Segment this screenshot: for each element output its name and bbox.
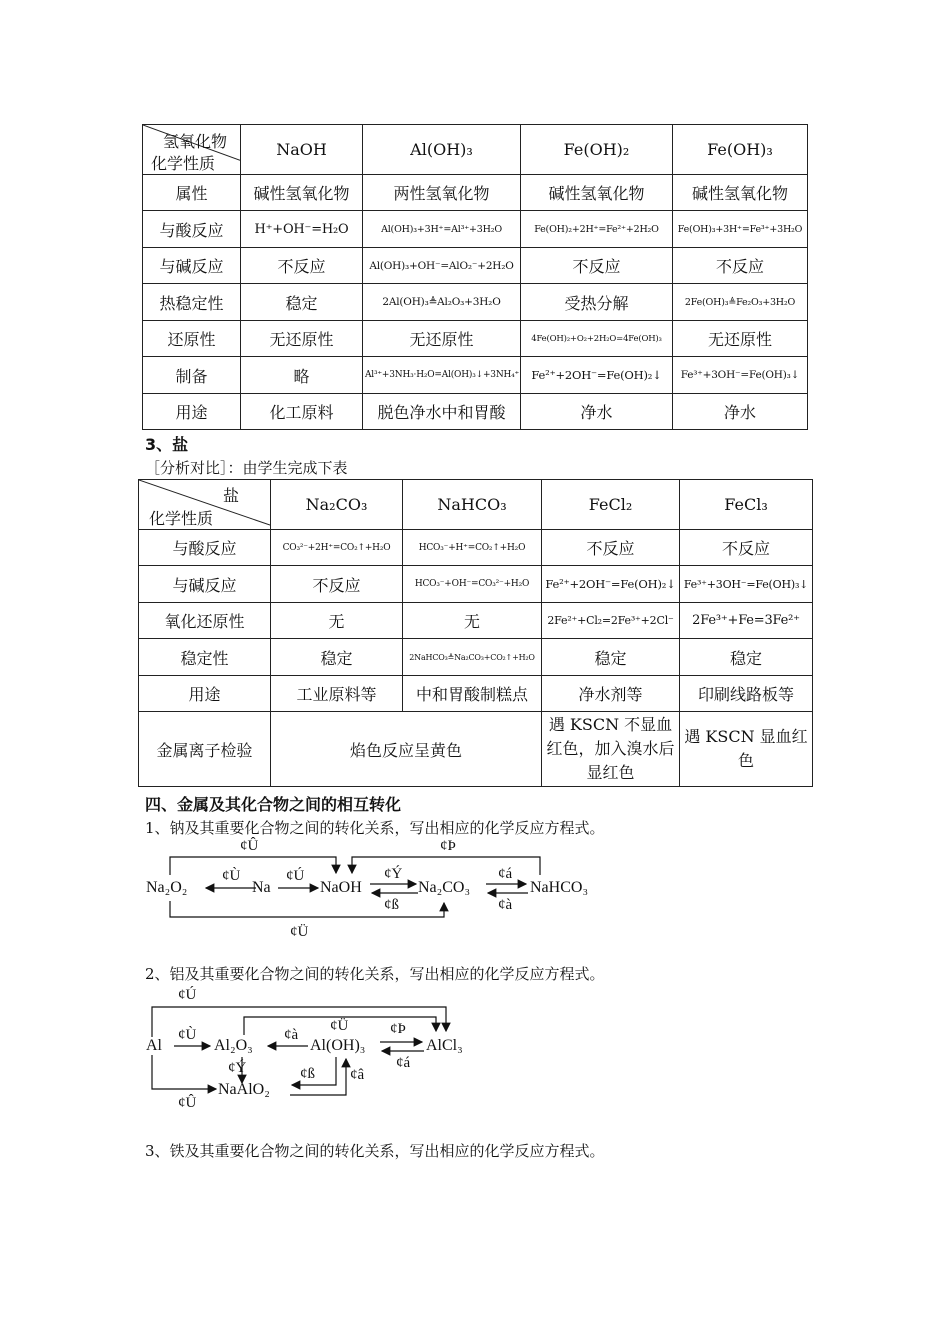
node-al2o3: Al₂O₃ [214,1037,253,1054]
table-cell: 工业原料等 [271,676,403,712]
table-row [139,676,813,712]
table-cell: 2Al(OH)₃≜Al₂O₃+3H₂O [363,284,521,321]
row-label: 热稳定性 [143,284,241,321]
table-cell: 2NaHCO₃≜Na₂CO₃+CO₂↑+H₂O [403,639,542,676]
node-na2co3: Na₂CO₃ [418,879,471,896]
table-cell: 稳定 [680,639,813,676]
table-cell: Fe³⁺+3OH⁻=Fe(OH)₃↓ [673,357,808,394]
corner-top-label: 盐 [223,486,240,505]
table-row [143,321,808,357]
table-row [139,530,813,566]
label-aloh3-to-al2o3: ¢à [284,1027,299,1043]
column-header: Fe(OH)₂ [521,125,673,175]
label-alcl3-arrow: ¢Þ [390,1021,406,1037]
table-cell: 净水 [673,394,808,430]
table-cell: 碱性氢氧化物 [521,175,673,211]
label-na-to-naoh: ¢Ú [286,868,305,884]
node-al: Al [146,1037,162,1054]
table-row [139,639,813,676]
salt-note: ［分析对比］：由学生完成下表 [145,459,348,477]
corner-top-label: 氢氧化物 [163,132,228,151]
table-row [143,394,808,430]
table-cell: 无 [271,603,403,639]
corner-bottom-label: 化学性质 [151,154,216,173]
table-row [143,211,808,248]
table-cell: 4Fe(OH)₂+O₂+2H₂O=4Fe(OH)₃ [521,321,673,357]
row-label: 与碱反应 [139,566,271,603]
table-row [139,603,813,639]
column-header: Al(OH)₃ [363,125,521,175]
table-cell: Fe³⁺+3OH⁻=Fe(OH)₃↓ [680,566,813,603]
row-label: 金属离子检验 [139,712,271,787]
table-cell: Fe(OH)₂+2H⁺=Fe²⁺+2H₂O [521,211,673,248]
row-label: 制备 [143,357,241,394]
table-cell: 稳定 [542,639,680,676]
table-cell: 化工原料 [241,394,363,430]
node-naoh: NaOH [320,879,362,896]
salt-table [138,479,813,787]
table-cell: 受热分解 [521,284,673,321]
column-header: NaHCO₃ [403,480,542,530]
table-cell: H⁺+OH⁻=H₂O [241,211,363,248]
table-cell: Al(OH)₃+OH⁻=AlO₂⁻+2H₂O [363,248,521,284]
label-na2co3-to-naoh: ¢ß [384,897,399,913]
table-cell: 无还原性 [363,321,521,357]
label-top-right: ¢Þ [440,838,456,854]
hydroxide-table [142,124,808,430]
node-aloh3: Al(OH)₃ [310,1037,366,1054]
table-cell: 不反应 [680,530,813,566]
table-cell: 净水 [521,394,673,430]
label-top: ¢Ú [178,987,197,1003]
table-cell: Al(OH)₃+3H⁺=Al³⁺+3H₂O [363,211,521,248]
table-cell: 中和胃酸制糕点 [403,676,542,712]
row-label: 与碱反应 [143,248,241,284]
label-bottom: ¢Û [178,1095,197,1111]
sodium-diagram [140,835,620,950]
question-2: 2、铝及其重要化合物之间的转化关系，写出相应的化学反应方程式。 [145,965,605,983]
row-label: 用途 [139,676,271,712]
row-label: 稳定性 [139,639,271,676]
question-1: 1、钠及其重要化合物之间的转化关系，写出相应的化学反应方程式。 [145,819,605,837]
table-cell: 无还原性 [241,321,363,357]
label-nahco3-to-na2co3: ¢à [498,897,513,913]
table-cell: 两性氢氧化物 [363,175,521,211]
corner-bottom-label: 化学性质 [149,509,214,528]
section4-heading: 四、金属及其化合物之间的相互转化 [145,795,402,814]
table-cell: HCO₃⁻+OH⁻=CO₃²⁻+H₂O [403,566,542,603]
row-label: 还原性 [143,321,241,357]
node-na: Na [252,879,271,896]
table-cell: 无还原性 [673,321,808,357]
label-al2o3-to-naalo2: ¢Ý [228,1060,247,1076]
table-cell: 稳定 [241,284,363,321]
table-cell: HCO₃⁻+H⁺=CO₂↑+H₂O [403,530,542,566]
table-row [139,566,813,603]
table-cell: 遇 KSCN 显血红色 [680,712,813,787]
aluminium-diagram [140,985,500,1120]
table-cell: Al³⁺+3NH₃·H₂O=Al(OH)₃↓+3NH₄⁺ [363,357,521,394]
table-cell: 稳定 [271,639,403,676]
table-cell: 不反应 [271,566,403,603]
table-cell: 碱性氢氧化物 [673,175,808,211]
row-label: 属性 [143,175,241,211]
row-label: 与酸反应 [139,530,271,566]
table-cell: 略 [241,357,363,394]
table-cell: 不反应 [521,248,673,284]
salt-corner-cell [139,480,271,530]
row-label: 用途 [143,394,241,430]
label-top-left: ¢Û [240,838,259,854]
label-al-to-al2o3: ¢Ù [178,1027,197,1043]
table-cell: Fe²⁺+2OH⁻=Fe(OH)₂↓ [521,357,673,394]
column-header: NaOH [241,125,363,175]
column-header: Na₂CO₃ [271,480,403,530]
table-cell: 遇 KSCN 不显血红色，加入溴水后显红色 [542,712,680,787]
table-row [139,712,813,787]
node-alcl3: AlCl₃ [426,1037,463,1054]
table-cell: 碱性氢氧化物 [241,175,363,211]
label-naalo2-from-aloh3: ¢ß [300,1066,315,1082]
row-label: 氧化还原性 [139,603,271,639]
table-cell: 不反应 [241,248,363,284]
merged-cell: 焰色反应呈黄色 [271,712,542,787]
node-na2o2: Na₂O₂ [146,879,188,896]
table-cell: Fe²⁺+2OH⁻=Fe(OH)₂↓ [542,566,680,603]
label-alcl3-back: ¢á [396,1055,411,1071]
label-aloh3-to-alcl3-top: ¢Ü [330,1018,349,1034]
label-na-to-na2o2: ¢Ù [222,868,241,884]
table-cell: 2Fe³⁺+Fe=3Fe²⁺ [680,603,813,639]
table-cell: Fe(OH)₃+3H⁺=Fe³⁺+3H₂O [673,211,808,248]
table-cell: 脱色净水中和胃酸 [363,394,521,430]
table-cell: 印刷线路板等 [680,676,813,712]
row-label: 与酸反应 [143,211,241,248]
label-aloh3-up: ¢â [350,1067,365,1083]
column-header: FeCl₃ [680,480,813,530]
table-cell: 2Fe(OH)₃≜Fe₂O₃+3H₂O [673,284,808,321]
table-row [143,248,808,284]
label-na2co3-to-nahco3: ¢á [498,866,513,882]
table-row [143,284,808,321]
question-3: 3、铁及其重要化合物之间的转化关系，写出相应的化学反应方程式。 [145,1142,605,1160]
table-cell: 不反应 [542,530,680,566]
column-header: Fe(OH)₃ [673,125,808,175]
table-cell: 净水剂等 [542,676,680,712]
table-cell: 2Fe²⁺+Cl₂=2Fe³⁺+2Cl⁻ [542,603,680,639]
column-header: FeCl₂ [542,480,680,530]
table-row [143,175,808,211]
salt-heading: 3、盐 [145,435,189,454]
node-nahco3: NaHCO₃ [530,879,589,896]
label-naoh-to-na2co3: ¢Ý [384,866,403,882]
table-cell: 无 [403,603,542,639]
label-bottom: ¢Ü [290,924,309,940]
hydroxide-corner-cell [143,125,241,175]
table-cell: 不反应 [673,248,808,284]
node-naalo2: NaAlO₂ [218,1081,270,1098]
table-cell: CO₃²⁻+2H⁺=CO₂↑+H₂O [271,530,403,566]
table-row [143,357,808,394]
